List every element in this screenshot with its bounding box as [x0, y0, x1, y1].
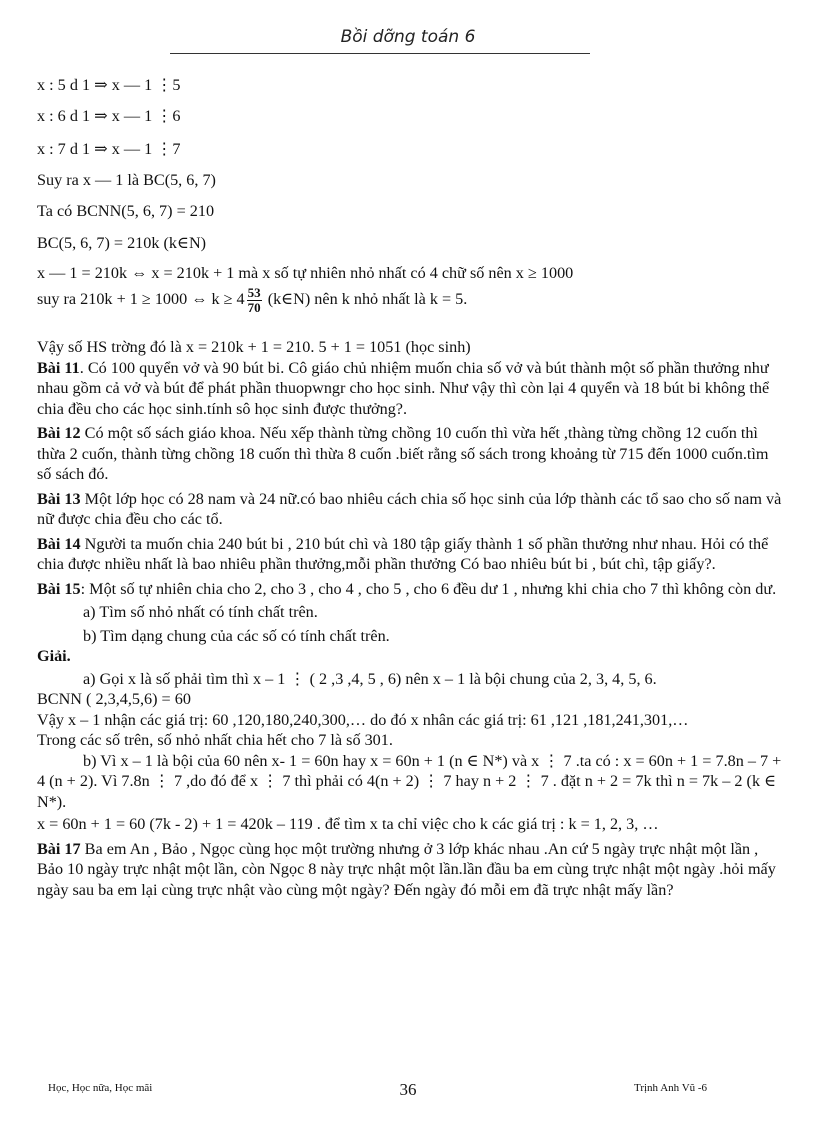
problem-label: Bài 15	[37, 579, 81, 598]
suy-ra-after: (k∈N) nên k nhỏ nhất là k = 5.	[263, 290, 468, 309]
problem-12	[37, 423, 782, 485]
text-line: BC(5, 6, 7) = 210k (k∈N)	[37, 234, 207, 252]
problem-15-a: a) Tìm số nhỏ nhất có tính chất trên.	[83, 603, 318, 621]
solution-smallest: Trong các số trên, số nhỏ nhất chia hết cho 7 là số 301.	[37, 731, 393, 749]
page-header: Bồi dỡng toán 6	[340, 27, 476, 47]
problem-14	[37, 534, 782, 575]
problem-label: Bài 17	[37, 839, 81, 858]
solution-heading: Giải.	[37, 647, 71, 665]
text-line: Ta có BCNN(5, 6, 7) = 210	[37, 202, 215, 220]
text-line: x : 7 d 1 ⇒ x — 1 ⋮7	[37, 140, 181, 158]
solution-a: a) Gọi x là số phải tìm thì x – 1 ⋮ ( 2 ,3 ,4, 5 , 6) nên x – 1 là bội chung của 2, 3, 4, 5, 6.	[83, 669, 657, 688]
problem-text: Có một số sách giáo khoa. Nếu xếp thành từng chồng 10 cuốn thì vừa hết ,thàng từng chồng 12 cuốn thì thừa 2 cuốn, thành từng chồng 18 cuốn thì thừa 8 cuốn .biết rằng số sách trong khoảng từ 715 đến 1000 cuốn.tìm số sách đó.	[37, 424, 769, 483]
problem-label: Bài 14	[37, 534, 81, 553]
problem-11	[37, 358, 782, 420]
conclusion-line: Vậy số HS trờng đó là x = 210k + 1 = 210. 5 + 1 = 1051 (học sinh)	[37, 338, 471, 356]
text-line: Suy ra x — 1 là BC(5, 6, 7)	[37, 171, 216, 189]
solution-b: b) Vì x – 1 là bội của 60 nên x- 1 = 60n hay x = 60n + 1 (n ∈ N*) và x ⋮ 7 .ta có : x = 60n + 1 = 7.8n – 7 + 4 (n + 2). Vì 7.8n ⋮ 7 ,do đó để x ⋮ 7 thì phải có 4(n + 2) ⋮ 7 hay n + 2 ⋮ 7 . đặt n + 2 = 7k thì n = 7k – 2 (k ∈ N*).	[37, 751, 782, 811]
problem-text: : Một số tự nhiên chia cho 2, cho 3 , cho 4 , cho 5 , cho 6 đều dư 1 , nhưng khi chia cho 7 thì không còn dư.	[80, 579, 777, 598]
text-line: x — 1 = 210k ⇔ x = 210k + 1 mà x số tự nhiên nhỏ nhất có 4 chữ số nên x ≥ 1000	[37, 264, 574, 282]
solution-bcnn: BCNN ( 2,3,4,5,6) = 60	[37, 690, 191, 708]
text-line: x : 5 d 1 ⇒ x — 1 ⋮5	[37, 76, 181, 94]
problem-label: Bài 13	[37, 489, 81, 508]
body-text	[37, 337, 782, 900]
problem-15	[37, 579, 782, 600]
footer-left: Học, Học nữa, Học mãi	[48, 1082, 153, 1094]
problem-17	[37, 839, 782, 901]
solution-values: Vậy x – 1 nhận các giá trị: 60 ,120,180,240,300,… do đó x nhân các giá trị: 61 ,121 ,181,241,301,…	[37, 710, 689, 729]
problem-label: Bài 12	[37, 424, 81, 442]
problem-text: . Có 100 quyển vở và 90 bút bi. Cô giáo chủ nhiệm muốn chia số vở và bút thành một số phần thưởng như nhau gồm cả vở và bút để phát phần thuopwngr cho học sinh. Như vậy thì còn lại 4 quyển và 18 bút bi không thể chia đều cho các học sinh.tính sô học sinh được thưởng?.	[37, 358, 770, 418]
problem-text: Người ta muốn chia 240 bút bi , 210 bút chì và 180 tập giấy thành 1 số phần thưởng như nhau. Hỏi có thể chia được nhiều nhất là bao nhiêu phần thưởng,mỗi phần thưởng Có bao nhiêu bút bi , bút chì, tập giấy?.	[37, 534, 769, 573]
problem-text: Ba em An , Bảo , Ngọc cùng học một trường nhưng ở 3 lớp khác nhau .An cứ 5 ngày trực nhật một lần , Bảo 10 ngày trực nhật một lần, còn Ngọc 8 này trực nhật một lần.lần đầu ba em cùng trực nhật một ngày .hỏi mấy ngày sau ba em lại cùng trực nhật vào cùng một ngày? Đến ngày đó mỗi em đã trực nhật mấy lần?	[37, 839, 776, 899]
suy-ra-line	[37, 286, 467, 315]
problem-label: Bài 11	[37, 358, 80, 377]
problem-15-b: b) Tìm dạng chung của các số có tính chất trên.	[83, 626, 390, 645]
problem-13	[37, 489, 782, 530]
page-number: 36	[399, 1080, 417, 1099]
header-divider	[170, 53, 590, 54]
footer-right: Trịnh Anh Vũ -6	[634, 1082, 708, 1094]
problem-text: Một lớp học có 28 nam và 24 nữ.có bao nhiêu cách chia số học sinh của lớp thành các tổ sao cho số nam và nữ được chia đều cho các tổ.	[37, 489, 782, 528]
text-line: x : 6 d 1 ⇒ x — 1 ⋮6	[37, 107, 181, 125]
suy-ra-before: suy ra 210k + 1 ≥ 1000 ⇔ k ≥ 4	[37, 290, 245, 309]
fraction-denominator: 70	[247, 300, 261, 315]
fraction	[247, 286, 262, 315]
solution-formula: x = 60n + 1 = 60 (7k - 2) + 1 = 420k – 119 . để tìm x ta chỉ việc cho k các giá trị : k = 1, 2, 3, …	[37, 815, 659, 833]
fraction-numerator: 53	[247, 285, 261, 300]
